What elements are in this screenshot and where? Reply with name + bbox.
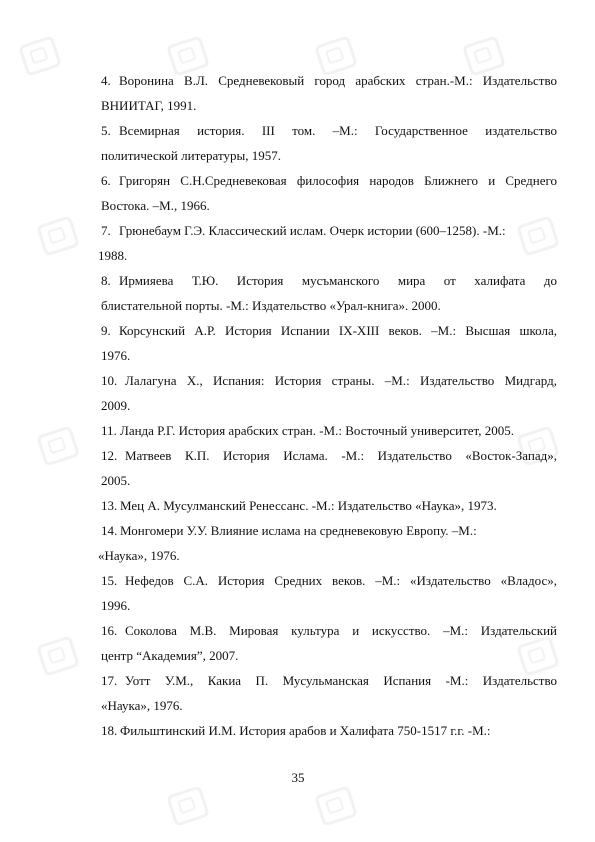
reference-number: 5. <box>101 123 111 138</box>
reference-number: 10. <box>101 373 118 388</box>
reference-number: 7. <box>101 223 111 238</box>
reference-text: Матвеев К.П. История Ислама. -М.: Издательство «Восток-Запад», <box>125 448 557 463</box>
reference-text: Грюнебаум Г.Э. Классический ислам. Очерк истории (600–1258). -М.: <box>119 223 506 238</box>
reference-text-continued: «Наука», 1976. <box>98 548 180 563</box>
reference-text-continued: 1988. <box>98 248 128 263</box>
reference-text: Корсунский А.Р. История Испании IX-XIII веков. –М.: Высшая школа, <box>119 323 557 338</box>
reference-text-continued: ВНИИТАГ, 1991. <box>101 98 197 113</box>
reference-text: Ланда Р.Г. История арабских стран. -М.: Восточный университет, 2005. <box>120 423 514 438</box>
reference-number: 9. <box>101 323 111 338</box>
reference-text: Лалагуна Х., Испания: История страны. –М.: Издательство Мидгард, <box>125 373 557 388</box>
reference-text: Монгомери У.У. Влияние ислама на средневековую Европу. –М.: <box>120 523 477 538</box>
reference-number: 14. <box>101 523 118 538</box>
reference-text-continued: Востока. –М., 1966. <box>101 198 210 213</box>
reference-text: Фильштинский И.М. История арабов и Халифата 750-1517 г.г. -М.: <box>120 723 491 738</box>
reference-text-continued: 2009. <box>101 398 131 413</box>
reference-number: 16. <box>101 623 118 638</box>
reference-number: 4. <box>101 73 111 88</box>
reference-text: Мец А. Мусулманский Ренессанс. -М.: Издательство «Наука», 1973. <box>120 498 497 513</box>
reference-text-continued: центр “Академия”, 2007. <box>101 648 239 663</box>
reference-text-continued: «Наука», 1976. <box>101 698 183 713</box>
reference-number: 15. <box>101 573 118 588</box>
reference-text: Воронина В.Л. Средневековый город арабских стран.-М.: Издательство <box>119 73 557 88</box>
reference-text-continued: 1976. <box>101 348 131 363</box>
reference-text: Ирмияева Т.Ю. История мусъманского мира от халифата до <box>119 273 557 288</box>
reference-text: Григорян С.Н.Средневековая философия народов Ближнего и Среднего <box>119 173 557 188</box>
reference-text-continued: 1996. <box>101 598 131 613</box>
reference-number: 11. <box>101 423 117 438</box>
reference-number: 8. <box>101 273 111 288</box>
reference-text: Уотт У.М., Какиа П. Мусульманская Испания -М.: Издательство <box>125 673 557 688</box>
reference-text-continued: 2005. <box>101 473 131 488</box>
reference-number: 12. <box>101 448 118 463</box>
reference-number: 18. <box>101 723 118 738</box>
reference-text: Соколова М.В. Мировая культура и искусство. –М.: Издательский <box>125 623 557 638</box>
reference-text: Всемирная история. III том. –М.: Государственное издательство <box>119 123 557 138</box>
reference-number: 6. <box>101 173 111 188</box>
page-number: 35 <box>291 770 305 785</box>
reference-text-continued: политической литературы, 1957. <box>101 148 281 163</box>
reference-text-continued: блистательной порты. -М.: Издательство «Урал-книга». 2000. <box>101 298 441 313</box>
reference-number: 13. <box>101 498 118 513</box>
reference-number: 17. <box>101 673 118 688</box>
reference-text: Нефедов С.А. История Средних веков. –М.: «Издательство «Владос», <box>125 573 557 588</box>
